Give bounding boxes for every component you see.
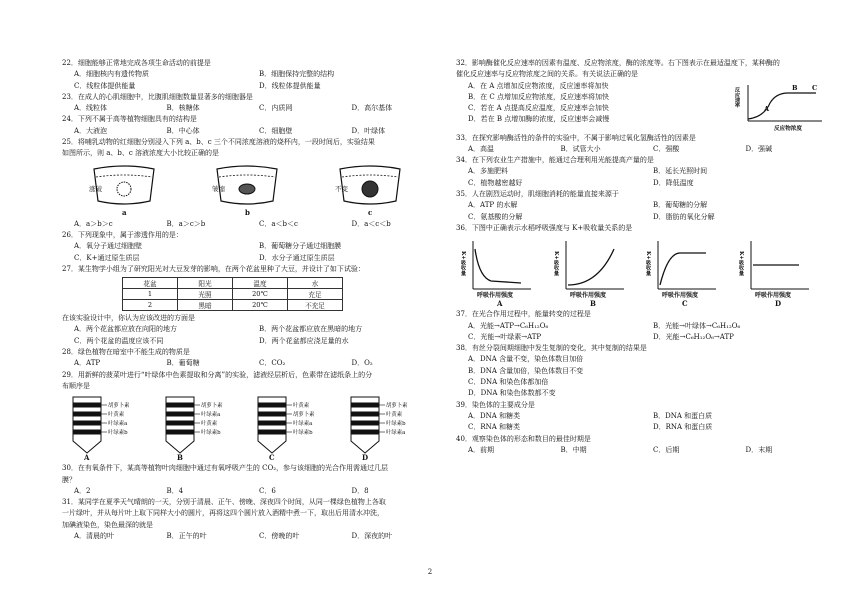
table-header-row xyxy=(123,278,343,289)
pigment-band xyxy=(166,421,194,426)
table-cell: 阳光 xyxy=(178,278,233,289)
answer-option: C．线粒体提供能量 xyxy=(74,81,136,90)
point-C: C xyxy=(812,83,818,92)
pigment-label: 叶绿素a xyxy=(108,421,128,428)
table-cell: 充足 xyxy=(288,289,343,300)
pigment-band xyxy=(351,403,379,408)
answer-option: B．试管大小 xyxy=(560,144,601,153)
question-32-block xyxy=(456,81,826,133)
question-text: 29．用新鲜的菠菜叶进行“叶绿体中色素提取和分离”的实验，滤液经层析后，色素带在滤纸条上的分 xyxy=(62,370,373,379)
x-axis-label: 反应物浓度 xyxy=(774,125,802,132)
option-group xyxy=(62,486,432,497)
pigment-label: 胡萝卜素 xyxy=(293,412,315,419)
answer-option: C．氨基酸的分解 xyxy=(468,212,523,221)
red-cell-normal xyxy=(362,181,378,197)
option-group xyxy=(456,354,826,399)
curve-C xyxy=(660,253,706,285)
answer-option: B．葡萄糖分子通过细胞膜 xyxy=(259,242,342,251)
answer-option: C．后期 xyxy=(653,445,680,454)
beaker-tag-a: 涨破 xyxy=(88,184,102,193)
curve-B xyxy=(568,249,614,285)
option-group xyxy=(62,358,432,369)
answer-option: C．CO₂ xyxy=(259,359,286,368)
question-text: 28．绿色植物在暗室中不能生成的物质是 xyxy=(62,348,190,357)
graph-C xyxy=(646,237,728,307)
question-text: 37．在光合作用过程中，能量转变的过程是 xyxy=(456,310,591,319)
enzyme-rate-graph xyxy=(734,81,826,133)
q32-options xyxy=(456,81,734,133)
answer-option: A．ATP 的水解 xyxy=(468,201,518,210)
q32-option: A．在 A 点增加反应物浓度，反应速率将加快 xyxy=(468,81,609,90)
answer-option: B．中期 xyxy=(560,445,587,454)
answer-option: C．DNA 和染色体都加倍 xyxy=(468,378,549,387)
answer-option: B．DNA 含量加倍，染色体数目不变 xyxy=(468,366,584,375)
rate-curve xyxy=(748,93,816,119)
y-axis-label: K+吸收量 xyxy=(737,251,744,276)
answer-option: B．DNA 和蛋白质 xyxy=(653,411,713,420)
question-text: 22．细胞能够正常地完成各项生命活动的前提是 xyxy=(62,59,211,67)
pigment-label: 叶绿素b xyxy=(293,430,313,437)
table-cell: 温度 xyxy=(233,278,288,289)
graph-label-A: A xyxy=(497,299,503,309)
question-text: 布顺序是 xyxy=(62,381,90,390)
question-text: 在该实验设计中，你认为应该改进的方面是 xyxy=(62,314,195,323)
paper-strip-D xyxy=(345,395,427,461)
pigment-band xyxy=(258,412,286,417)
pigment-label: 叶黄素 xyxy=(293,403,310,410)
pigment-band xyxy=(351,412,379,417)
y-axis-label: 反应速率 xyxy=(734,86,740,108)
option-group xyxy=(456,411,826,434)
pigment-band xyxy=(166,403,194,408)
option-group xyxy=(62,241,432,264)
answer-option: C．细胞壁 xyxy=(259,126,293,135)
table-cell: 1 xyxy=(123,289,178,300)
question-text: 36．下图中正确表示水稻呼吸强度与 K+吸收量关系的是 xyxy=(456,223,633,232)
question-text: 膜？ xyxy=(62,475,76,484)
beaker-b xyxy=(209,163,285,217)
answer-option: A．清晨的叶 xyxy=(74,532,115,541)
answer-option: A．a＞b＞c xyxy=(74,219,113,228)
answer-option: C．光能→叶绿素→ATP xyxy=(468,332,542,341)
answer-option: C．傍晚的叶 xyxy=(259,532,300,541)
answer-option: D．a＜c＜b xyxy=(351,219,391,228)
beaker-c xyxy=(332,163,408,217)
answer-option: C．植物越密越好 xyxy=(468,178,523,187)
pigment-label: 叶黄素 xyxy=(108,412,125,419)
answer-option: D．DNA 和染色体数都不变 xyxy=(468,389,556,398)
graph-label-D: D xyxy=(774,299,781,309)
right-column xyxy=(456,58,826,456)
pigment-band xyxy=(73,412,101,417)
answer-option: D．强碱 xyxy=(745,144,773,153)
answer-option: C．a＜b＜c xyxy=(259,219,298,228)
option-group xyxy=(456,200,826,223)
page-number: 2 xyxy=(427,568,433,576)
table-cell: 不充足 xyxy=(288,300,343,311)
answer-option: C．两个花盆的温度应该不同 xyxy=(74,336,164,345)
x-axis-label: 呼吸作用强度 xyxy=(754,292,791,300)
pigment-label: 叶绿素b xyxy=(108,430,128,437)
pigment-band xyxy=(258,421,286,426)
question-text: 如图所示，则 a、b、c 溶液浓度大小比较正确的是 xyxy=(62,149,220,158)
answer-option: A．多施肥料 xyxy=(468,167,509,176)
option-group xyxy=(456,144,826,155)
graph-D xyxy=(739,237,821,307)
answer-option: C．强酸 xyxy=(653,144,680,153)
answer-option: B．细胞保持完整的结构 xyxy=(259,70,335,79)
option-group xyxy=(62,219,432,230)
beaker-outline xyxy=(94,166,154,204)
pigment-label: 胡萝卜素 xyxy=(200,403,223,410)
paper-strip-A xyxy=(67,395,149,461)
pigment-band xyxy=(166,430,194,435)
x-axis-label: 呼吸作用强度 xyxy=(477,292,514,300)
answer-option: A．氧分子通过细胞壁 xyxy=(74,242,143,251)
pigment-label: 叶黄素 xyxy=(385,412,402,419)
option-group xyxy=(456,321,826,344)
question-text: 26．下列现象中，属于渗透作用的是： xyxy=(62,230,183,239)
left-column xyxy=(62,58,432,542)
answer-option: A．DNA 含量不变，染色体数目加倍 xyxy=(468,355,584,364)
option-group xyxy=(62,126,432,137)
pigment-band xyxy=(351,430,379,435)
figure-25-beakers xyxy=(62,163,432,217)
answer-option: D．水分子通过原生质层 xyxy=(259,253,335,262)
answer-option: D．脂肪的氧化分解 xyxy=(653,212,715,221)
table-cell: 黑暗 xyxy=(178,300,233,311)
beaker-label-c: c xyxy=(368,207,373,217)
answer-option: A．大液泡 xyxy=(74,126,108,135)
question-text: 25．将哺乳动物的红细胞分别浸入下列 a、b、c 三个不同浓度溶液的烧杯内，一段时间后，实验结果 xyxy=(62,138,375,147)
answer-option: B．a＞c＞b xyxy=(166,219,206,228)
answer-option: B．葡萄糖的分解 xyxy=(653,201,708,210)
red-cell-shrunk xyxy=(239,184,255,194)
point-B: B xyxy=(792,83,798,92)
pigment-band xyxy=(258,403,286,408)
pigment-label: 叶绿素b xyxy=(385,421,406,428)
answer-option: C．RNA 和糖类 xyxy=(468,423,521,432)
pigment-label: 胡萝卜素 xyxy=(108,403,130,410)
figure-36-graphs xyxy=(456,237,826,307)
paper-strip-C xyxy=(252,395,334,461)
pigment-band xyxy=(258,430,286,435)
experiment-table xyxy=(122,277,343,311)
answer-option: D．高尔基体 xyxy=(351,104,393,113)
graph-B xyxy=(554,237,636,307)
question-text: 33．在探究影响酶活性的条件的实验中，不属于影响过氧化氢酶活性的因素是 xyxy=(456,133,696,142)
strip-label-A: A xyxy=(84,453,90,463)
beaker-tag-b: 皱缩 xyxy=(211,184,225,193)
figure-29-chromatography xyxy=(62,395,432,461)
answer-option: D．光能→C₆H₁₂O₆→ATP xyxy=(653,332,734,341)
option-group xyxy=(62,103,432,114)
pigment-band xyxy=(73,403,101,408)
question-text: 31．某同学在夏季天气晴朗的一天，分别于清晨、正午、傍晚、深夜四个时间，从同一棵绿色植物上各取 xyxy=(62,498,386,507)
beaker-tag-c: 不变 xyxy=(335,184,349,193)
pigment-band xyxy=(73,430,101,435)
question-text: 34．在下列农业生产措施中，能通过合理利用光能提高产量的是 xyxy=(456,156,654,165)
pigment-band xyxy=(73,421,101,426)
option-group xyxy=(62,324,432,347)
paper-strip-B xyxy=(160,395,242,461)
point-A: A xyxy=(764,104,770,113)
y-axis-label: K+吸收量 xyxy=(552,251,559,276)
pigment-band xyxy=(166,412,194,417)
beaker-a xyxy=(86,163,162,217)
answer-option: C．6 xyxy=(259,486,276,495)
pigment-band xyxy=(351,421,379,426)
question-text: 加碘液染色，染色最深的就是 xyxy=(62,520,153,529)
strip-label-B: B xyxy=(176,453,183,463)
pigment-label: 叶绿素b xyxy=(200,430,221,437)
pigment-label: 叶绿素a xyxy=(293,421,313,428)
x-axis-label: 呼吸作用强度 xyxy=(662,292,699,300)
question-text: 24．下列不属于高等植物细胞具有的结构是 xyxy=(62,115,197,124)
table-cell: 光照 xyxy=(178,289,233,300)
answer-option: A．高温 xyxy=(468,144,495,153)
question-text: 35．人在剧烈运动时，肌细胞消耗的能量直接来源于 xyxy=(456,190,619,199)
answer-option: B．延长光照时间 xyxy=(653,167,708,176)
answer-option: D．线粒体提供能量 xyxy=(259,81,321,90)
answer-option: B．葡萄糖 xyxy=(166,359,200,368)
table-cell: 20℃ xyxy=(233,300,288,311)
answer-option: D．末期 xyxy=(745,445,773,454)
pigment-label: 叶绿素a xyxy=(200,412,221,419)
q32-option: C．若在 A 点提高反应温度，反应速率会加快 xyxy=(468,104,609,113)
table-row xyxy=(123,289,343,300)
answer-option: A．光能→ATP→C₆H₁₂O₆ xyxy=(468,321,549,330)
answer-option: D．叶绿体 xyxy=(351,126,386,135)
option-group xyxy=(456,445,826,456)
q32-option: B．在 C 点增加反应物浓度，反应速率将加快 xyxy=(468,92,609,101)
table-cell: 20℃ xyxy=(233,289,288,300)
question-text: 27．某生物学小组为了研究阳光对大豆发芽的影响，在两个花盆里种了大豆，并设计了如下试验： xyxy=(62,264,365,273)
table-cell: 花盆 xyxy=(123,278,178,289)
answer-option: B．4 xyxy=(166,486,184,495)
answer-option: A．线粒体 xyxy=(74,104,108,113)
option-group xyxy=(62,531,432,542)
answer-option: A．2 xyxy=(74,486,91,495)
strip-label-C: C xyxy=(269,453,275,463)
beaker-label-a: a xyxy=(121,207,127,217)
pigment-label: 叶绿素a xyxy=(385,430,406,437)
answer-option: D．深夜的叶 xyxy=(351,532,393,541)
answer-option: C．内质网 xyxy=(259,104,293,113)
q32-option: D．若在 B 点增加酶的浓度，反应速率会减慢 xyxy=(468,115,610,124)
answer-option: D．降低温度 xyxy=(653,178,694,187)
answer-option: D．两个花盆都应浇足量的水 xyxy=(259,336,349,345)
question-text: 23．在成人的心肌细胞中，比腹肌细胞数量显著多的细胞器是 xyxy=(62,92,253,101)
beaker-label-b: b xyxy=(244,207,250,217)
answer-option: A．细胞核内有遗传物质 xyxy=(74,70,150,79)
answer-option: D．RNA 和蛋白质 xyxy=(653,423,713,432)
question-text: 一片绿叶，并从每片叶上取下同样大小的圆片，再将这四个圆片放入酒精中煮一下，取出后用清水冲洗， xyxy=(62,509,384,518)
answer-option: A．ATP xyxy=(74,359,101,368)
question-text: 38．有丝分裂间期细胞中发生复制的变化，其中复制的结果是 xyxy=(456,344,647,353)
x-axis-label: 呼吸作用强度 xyxy=(569,292,606,300)
y-axis-label: K+吸收量 xyxy=(645,251,652,276)
question-text: 40．观察染色体的形态和数目的最佳时期是 xyxy=(456,434,591,443)
answer-option: A．两个花盆都应放在向阳的地方 xyxy=(74,325,178,334)
graph-label-B: B xyxy=(589,299,596,309)
answer-option: A．前期 xyxy=(468,445,495,454)
question-text: 催化反应速率与反应物浓度之间的关系。有关说法正确的是 xyxy=(456,70,638,79)
question-text: 32．影响酶催化反应速率的因素有温度、反应物浓度，酶的浓度等。右下图表示在最适温度下，某种酶的 xyxy=(456,59,780,67)
graph-A xyxy=(461,237,543,307)
answer-option: B．正午的叶 xyxy=(166,532,207,541)
question-text: 30．在有氧条件下，某高等植物叶肉细胞中通过有氧呼吸产生的 CO₂，参与该细胞的光合作用需通过几层 xyxy=(62,464,389,473)
answer-option: B．核糖体 xyxy=(166,104,200,113)
table-row xyxy=(123,300,343,311)
curve-A xyxy=(475,249,521,283)
answer-option: B．两个花盆都应放在黑暗的地方 xyxy=(259,325,363,334)
graph-label-C: C xyxy=(682,299,688,309)
option-group xyxy=(456,166,826,189)
answer-option: D．8 xyxy=(351,486,369,495)
strip-label-D: D xyxy=(361,453,368,463)
answer-option: C．K+通过原生质层 xyxy=(74,253,140,262)
table-cell: 水 xyxy=(288,278,343,289)
answer-option: B．光能→叶绿体→C₆H₁₂O₆ xyxy=(653,321,741,330)
pigment-label: 胡萝卜素 xyxy=(385,403,408,410)
option-group xyxy=(62,69,432,92)
answer-option: B．中心体 xyxy=(166,126,200,135)
pigment-label: 叶黄素 xyxy=(200,421,217,428)
question-text: 39．染色体的主要成分是 xyxy=(456,400,535,409)
y-axis-label: K+吸收量 xyxy=(460,251,467,276)
answer-option: A．DNA 和糖类 xyxy=(468,411,521,420)
answer-option: D．O₂ xyxy=(351,359,373,368)
table-cell: 2 xyxy=(123,300,178,311)
